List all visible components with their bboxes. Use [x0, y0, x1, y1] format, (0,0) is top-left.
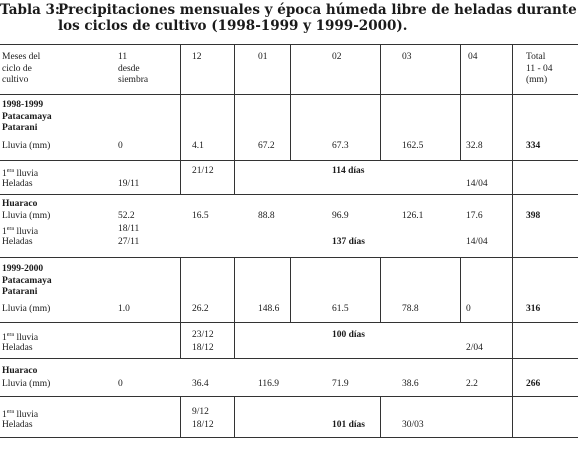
- b3-value-12: 26.2: [192, 304, 209, 314]
- vline-header-12: [180, 44, 181, 94]
- rule-b3-end: [0, 358, 578, 359]
- vline-b3-span-start: [180, 322, 181, 358]
- vline-b4-span-03: [380, 396, 381, 437]
- vline-header-04: [460, 44, 461, 94]
- b2-first-rain-label: $1^{era}$ lluvia: [2, 226, 39, 238]
- b3-first-rain-label: $1^{era}$ lluvia: [2, 332, 39, 344]
- b4-frost-free-days: 101 días: [332, 420, 365, 430]
- rule-b1-end: [0, 194, 578, 195]
- vline-b3-04: [460, 257, 461, 322]
- b2-value-01: 88.8: [258, 211, 275, 221]
- b1-frost-free-days: 114 días: [332, 166, 365, 176]
- rule-top: [0, 44, 578, 45]
- b1-value-04: 32.8: [466, 141, 483, 151]
- b1-value-03: 162.5: [402, 141, 424, 151]
- b1-first-rain-label: $1^{era}$ lluvia: [2, 168, 39, 180]
- b3-title: 1999-2000 Patacamaya Patarani: [2, 264, 52, 297]
- rule-b4-mid: [0, 396, 578, 397]
- b1-value-02: 67.3: [332, 141, 349, 151]
- b2-value-11: 52.2: [118, 211, 135, 221]
- b4-frost-start: 18/12: [192, 420, 214, 430]
- vline-b1-01: [234, 94, 235, 160]
- b2-value-02: 96.9: [332, 211, 349, 221]
- vline-b1-span-start: [180, 160, 181, 194]
- b1-title: 1998-1999 Patacamaya Patarani: [2, 100, 52, 133]
- b4-value-12: 36.4: [192, 379, 209, 389]
- b2-frost-label: Heladas: [2, 237, 33, 247]
- vline-b3-total: [512, 257, 513, 358]
- b1-frost-label: Heladas: [2, 179, 33, 189]
- b2-value-12: 16.5: [192, 211, 209, 221]
- vline-b1-04: [460, 94, 461, 160]
- b3-value-11: 1.0: [118, 304, 130, 314]
- rule-bottom: [0, 437, 578, 438]
- b3-value-02: 61.5: [332, 304, 349, 314]
- rule-b3-mid: [0, 322, 578, 323]
- b4-value-11: 0: [118, 379, 123, 389]
- b3-lluvia-label: Lluvia (mm): [2, 304, 51, 314]
- b2-first-rain-date: 18/11: [118, 224, 140, 234]
- b3-value-01: 148.6: [258, 304, 280, 314]
- b4-frost-label: Heladas: [2, 420, 33, 430]
- b3-frost-end: 2/04: [466, 343, 483, 353]
- rule-header: [0, 94, 578, 95]
- b1-total: 334: [526, 141, 541, 151]
- b3-frost-free-days: 100 días: [332, 330, 365, 340]
- b1-first-rain-date: 21/12: [192, 166, 214, 176]
- caption-label: Tabla 3:: [0, 2, 60, 18]
- b1-value-12: 4.1: [192, 141, 204, 151]
- header-month-04: 04: [468, 52, 478, 62]
- vline-b1-12: [180, 94, 181, 160]
- b4-frost-end: 30/03: [402, 420, 424, 430]
- header-months: Meses del ciclo de cultivo: [2, 52, 41, 85]
- b4-value-04: 2.2: [466, 379, 478, 389]
- b1-frost-start: 19/11: [118, 179, 140, 189]
- rule-b2-end: [0, 257, 578, 258]
- vline-b2-total: [512, 194, 513, 257]
- vline-b4-total: [512, 358, 513, 437]
- b4-value-01: 116.9: [258, 379, 280, 389]
- b4-value-02: 71.9: [332, 379, 349, 389]
- vline-b1-total: [512, 94, 513, 194]
- b2-lluvia-label: Lluvia (mm): [2, 211, 51, 221]
- caption-text: Precipitaciones mensuales y época húmeda libre de heladas durante los ciclos de cultivo (1998-1999 y 1999-2000).: [58, 2, 577, 34]
- b1-lluvia-label: Lluvia (mm): [2, 141, 51, 151]
- b3-frost-start: 18/12: [192, 343, 214, 353]
- rule-b1-mid: [0, 160, 578, 161]
- vline-b3-02: [290, 257, 291, 322]
- vline-b3-01: [234, 257, 235, 322]
- vline-b1-02: [290, 94, 291, 160]
- b2-frost-end: 14/04: [466, 237, 488, 247]
- b2-value-04: 17.6: [466, 211, 483, 221]
- vline-b3-03: [380, 257, 381, 322]
- b3-frost-label: Heladas: [2, 343, 33, 353]
- b4-total: 266: [526, 379, 541, 389]
- b1-frost-end: 14/04: [466, 179, 488, 189]
- b4-first-rain-label: $1^{era}$ lluvia: [2, 409, 39, 421]
- vline-b3-span-end: [234, 322, 235, 358]
- header-month-01: 01: [258, 52, 268, 62]
- b3-first-rain-date: 23/12: [192, 330, 214, 340]
- b2-total: 398: [526, 211, 541, 221]
- b1-value-01: 67.2: [258, 141, 275, 151]
- b3-total: 316: [526, 304, 541, 314]
- vline-header-02: [290, 44, 291, 94]
- b4-title: Huaraco: [2, 366, 38, 376]
- header-month-12: 12: [192, 52, 202, 62]
- b4-lluvia-label: Lluvia (mm): [2, 379, 51, 389]
- b2-frost-start: 27/11: [118, 237, 140, 247]
- precipitation-table: [0, 44, 578, 440]
- vline-b1-03: [380, 94, 381, 160]
- vline-b4-span-start: [180, 396, 181, 437]
- b2-title: Huaraco: [2, 199, 38, 209]
- b1-value-11: 0: [118, 141, 123, 151]
- vline-header-total: [512, 44, 513, 94]
- vline-b3-12: [180, 257, 181, 322]
- header-month-11: 11 desde siembra: [118, 52, 149, 85]
- vline-b1-span-end: [234, 160, 235, 194]
- vline-b4-span-end: [234, 396, 235, 437]
- b4-value-03: 38.6: [402, 379, 419, 389]
- header-month-02: 02: [332, 52, 342, 62]
- b2-value-03: 126.1: [402, 211, 424, 221]
- b2-frost-free-days: 137 días: [332, 237, 365, 247]
- b4-first-rain-date: 9/12: [192, 407, 209, 417]
- header-month-03: 03: [402, 52, 412, 62]
- b3-value-03: 78.8: [402, 304, 419, 314]
- b3-value-04: 0: [466, 304, 471, 314]
- vline-header-03: [380, 44, 381, 94]
- vline-header-01: [234, 44, 235, 94]
- header-total: Total 11 - 04 (mm): [526, 52, 553, 85]
